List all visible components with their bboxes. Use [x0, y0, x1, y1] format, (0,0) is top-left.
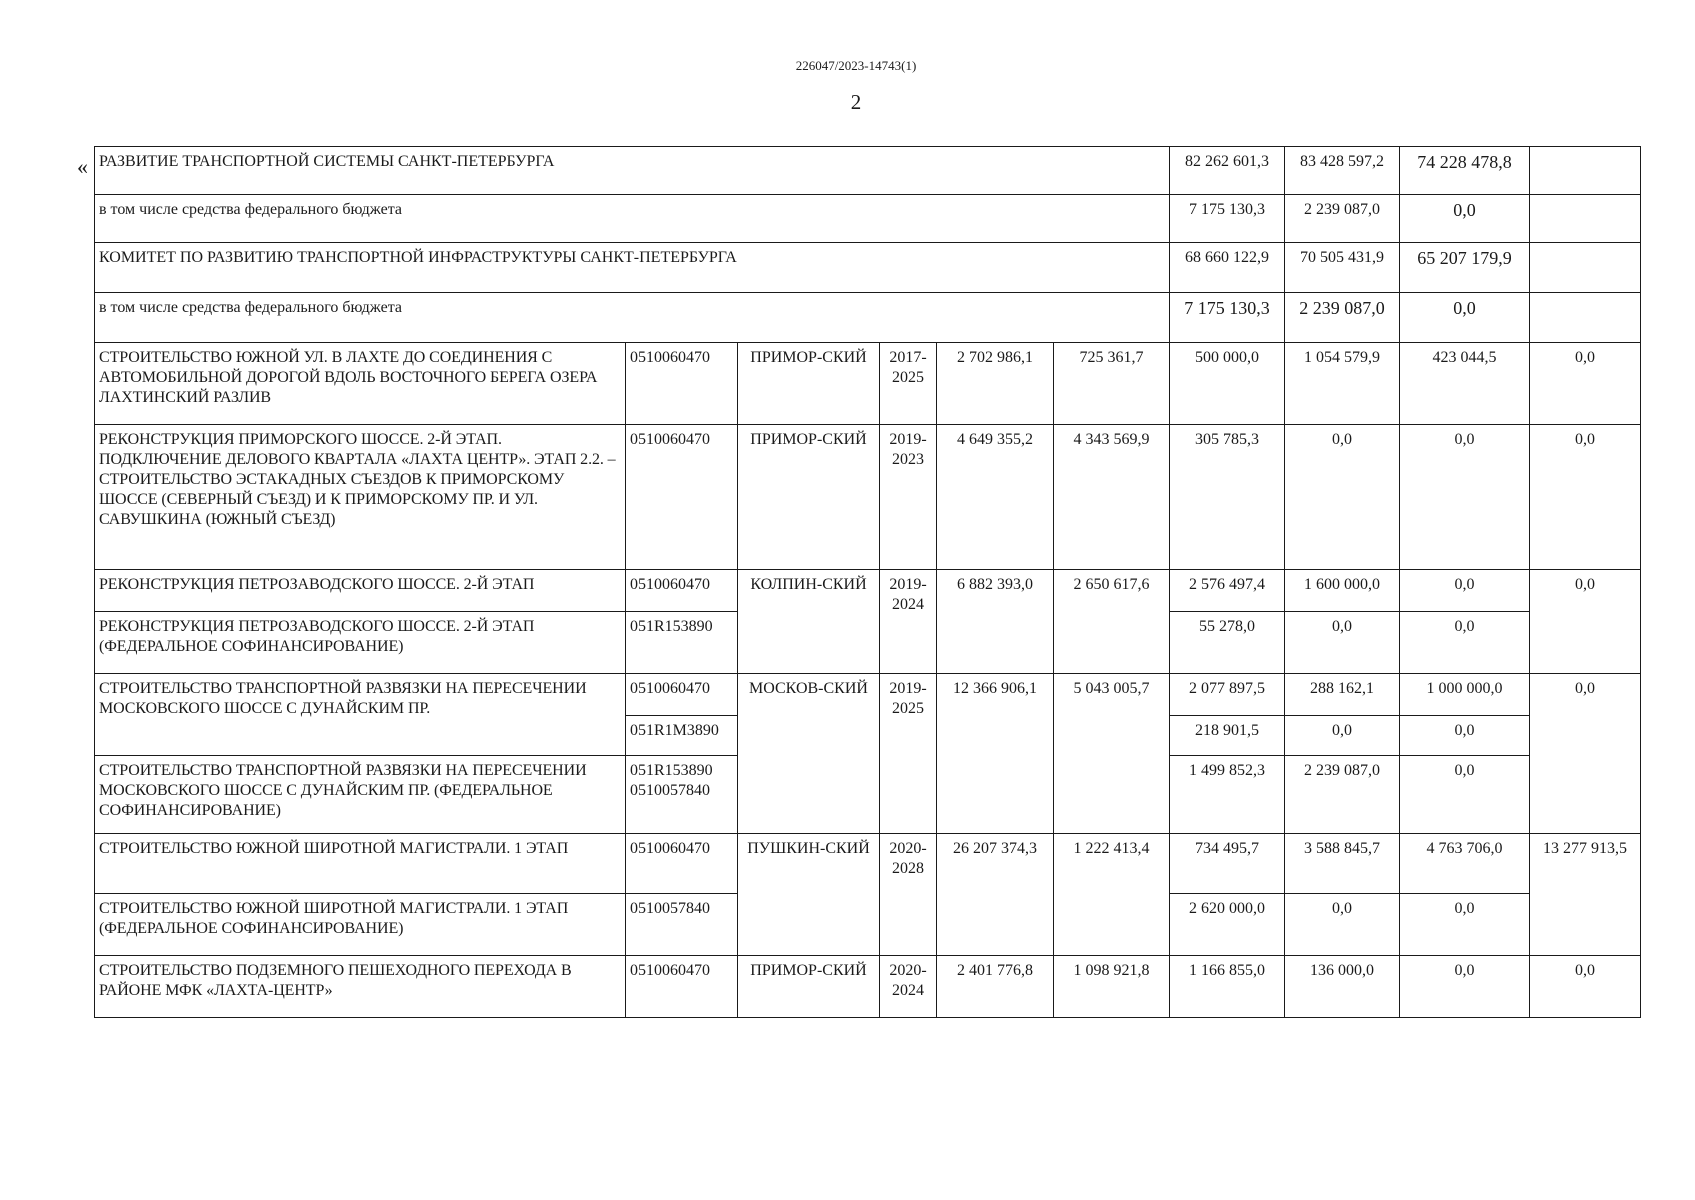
summary-value: 65 207 179,9: [1400, 243, 1530, 293]
district: КОЛПИН-СКИЙ: [738, 570, 880, 674]
summary-value: [1530, 243, 1641, 293]
year-value: 1 499 852,3: [1170, 756, 1285, 834]
year-value: 0,0: [1400, 716, 1530, 756]
year-value: 500 000,0: [1170, 343, 1285, 425]
project-name: РЕКОНСТРУКЦИЯ ПЕТРОЗАВОДСКОГО ШОССЕ. 2-Й ЭТАП: [95, 570, 626, 612]
year-value: 218 901,5: [1170, 716, 1285, 756]
year-value: 1 166 855,0: [1170, 956, 1285, 1018]
total-cost: 4 649 355,2: [937, 425, 1054, 570]
summary-value: 7 175 130,3: [1170, 293, 1285, 343]
project-row: [95, 956, 1641, 1018]
spent-amount: 1 098 921,8: [1054, 956, 1170, 1018]
year-value: 288 162,1: [1285, 674, 1400, 716]
summary-value: 2 239 087,0: [1285, 195, 1400, 243]
budget-code: 0510060470: [626, 570, 738, 612]
year-value: 0,0: [1285, 716, 1400, 756]
year-value: 423 044,5: [1400, 343, 1530, 425]
year-value: 55 278,0: [1170, 612, 1285, 674]
year-value: 1 054 579,9: [1285, 343, 1400, 425]
project-row: [95, 425, 1641, 570]
year-value: 734 495,7: [1170, 834, 1285, 894]
project-name: СТРОИТЕЛЬСТВО ЮЖНОЙ ШИРОТНОЙ МАГИСТРАЛИ. 1 ЭТАП: [95, 834, 626, 894]
budget-code: 0510060470: [626, 834, 738, 894]
year-value: 0,0: [1400, 612, 1530, 674]
summary-row: [95, 195, 1641, 243]
summary-label: в том числе средства федерального бюджета: [95, 293, 1170, 343]
summary-value: 74 228 478,8: [1400, 147, 1530, 195]
budget-code-line: 0510057840: [630, 782, 710, 799]
project-name: РЕКОНСТРУКЦИЯ ПЕТРОЗАВОДСКОГО ШОССЕ. 2-Й ЭТАП (ФЕДЕРАЛЬНОЕ СОФИНАНСИРОВАНИЕ): [95, 612, 626, 674]
spent-amount: 1 222 413,4: [1054, 834, 1170, 956]
year-value: 2 077 897,5: [1170, 674, 1285, 716]
summary-value: 70 505 431,9: [1285, 243, 1400, 293]
project-name: СТРОИТЕЛЬСТВО ЮЖНОЙ ШИРОТНОЙ МАГИСТРАЛИ. 1 ЭТАП (ФЕДЕРАЛЬНОЕ СОФИНАНСИРОВАНИЕ): [95, 894, 626, 956]
years: 2020-2028: [880, 834, 937, 956]
years: 2019-2023: [880, 425, 937, 570]
page-number: 2: [850, 90, 862, 114]
budget-code: [626, 756, 738, 834]
project-row: [95, 834, 1641, 894]
district: МОСКОВ-СКИЙ: [738, 674, 880, 834]
year-value: 0,0: [1530, 425, 1641, 570]
project-name: СТРОИТЕЛЬСТВО ЮЖНОЙ УЛ. В ЛАХТЕ ДО СОЕДИНЕНИЯ С АВТОМОБИЛЬНОЙ ДОРОГОЙ ВДОЛЬ ВОСТОЧНОГО БЕРЕГА ОЗЕРА ЛАХТИНСКИЙ РАЗЛИВ: [95, 343, 626, 425]
project-name: СТРОИТЕЛЬСТВО ТРАНСПОРТНОЙ РАЗВЯЗКИ НА ПЕРЕСЕЧЕНИИ МОСКОВСКОГО ШОССЕ С ДУНАЙСКИМ ПР. (ФЕДЕРАЛЬНОЕ СОФИНАНСИРОВАНИЕ): [95, 756, 626, 834]
budget-code: 0510060470: [626, 956, 738, 1018]
year-value: 0,0: [1400, 756, 1530, 834]
year-value: 0,0: [1530, 570, 1641, 674]
spent-amount: 4 343 569,9: [1054, 425, 1170, 570]
year-value: 13 277 913,5: [1530, 834, 1641, 956]
total-cost: 2 401 776,8: [937, 956, 1054, 1018]
summary-value: 2 239 087,0: [1285, 293, 1400, 343]
project-name: СТРОИТЕЛЬСТВО ТРАНСПОРТНОЙ РАЗВЯЗКИ НА ПЕРЕСЕЧЕНИИ МОСКОВСКОГО ШОССЕ С ДУНАЙСКИМ ПР.: [95, 674, 626, 756]
total-cost: 2 702 986,1: [937, 343, 1054, 425]
summary-value: [1530, 293, 1641, 343]
budget-code: 0510060470: [626, 425, 738, 570]
year-value: 0,0: [1285, 425, 1400, 570]
year-value: 0,0: [1285, 894, 1400, 956]
summary-value: [1530, 195, 1641, 243]
total-cost: 6 882 393,0: [937, 570, 1054, 674]
project-row: [95, 674, 1641, 716]
budget-table: [94, 146, 1641, 1018]
year-value: 305 785,3: [1170, 425, 1285, 570]
summary-value: 7 175 130,3: [1170, 195, 1285, 243]
year-value: 2 576 497,4: [1170, 570, 1285, 612]
year-value: 0,0: [1400, 894, 1530, 956]
budget-code: 051R153890: [626, 612, 738, 674]
budget-code-line: 051R153890: [630, 762, 713, 779]
budget-code: 0510057840: [626, 894, 738, 956]
district: ПРИМОР-СКИЙ: [738, 425, 880, 570]
district: ПУШКИН-СКИЙ: [738, 834, 880, 956]
years: 2020-2024: [880, 956, 937, 1018]
spent-amount: 5 043 005,7: [1054, 674, 1170, 834]
summary-row: [95, 147, 1641, 195]
year-value: 2 239 087,0: [1285, 756, 1400, 834]
year-value: 0,0: [1530, 956, 1641, 1018]
year-value: 0,0: [1285, 612, 1400, 674]
budget-code: 0510060470: [626, 674, 738, 716]
summary-label: в том числе средства федерального бюджета: [95, 195, 1170, 243]
summary-label: КОМИТЕТ ПО РАЗВИТИЮ ТРАНСПОРТНОЙ ИНФРАСТРУКТУРЫ САНКТ-ПЕТЕРБУРГА: [95, 243, 1170, 293]
summary-value: [1530, 147, 1641, 195]
project-row: [95, 343, 1641, 425]
summary-row: [95, 293, 1641, 343]
year-value: 1 600 000,0: [1285, 570, 1400, 612]
spent-amount: 725 361,7: [1054, 343, 1170, 425]
year-value: 2 620 000,0: [1170, 894, 1285, 956]
budget-code: 0510060470: [626, 343, 738, 425]
summary-value: 83 428 597,2: [1285, 147, 1400, 195]
summary-value: 82 262 601,3: [1170, 147, 1285, 195]
district: ПРИМОР-СКИЙ: [738, 343, 880, 425]
document-id: 226047/2023-14743(1): [795, 58, 917, 73]
year-value: 136 000,0: [1285, 956, 1400, 1018]
project-name: РЕКОНСТРУКЦИЯ ПРИМОРСКОГО ШОССЕ. 2-Й ЭТАП. ПОДКЛЮЧЕНИЕ ДЕЛОВОГО КВАРТАЛА «ЛАХТА ЦЕНТР». ЭТАП 2.2. – СТРОИТЕЛЬСТВО ЭСТАКАДНЫХ СЪЕЗДОВ К ПРИМОРСКОМУ ШОССЕ (СЕВЕРНЫЙ СЪЕЗД) И К ПРИМОРСКОМУ ПР. И УЛ. САВУШКИНА (ЮЖНЫЙ СЪЕЗД): [95, 425, 626, 570]
budget-code: 051R1M3890: [626, 716, 738, 756]
total-cost: 26 207 374,3: [937, 834, 1054, 956]
opening-quote: «: [77, 154, 88, 179]
summary-row: [95, 243, 1641, 293]
district: ПРИМОР-СКИЙ: [738, 956, 880, 1018]
years: 2019-2025: [880, 674, 937, 834]
summary-value: 0,0: [1400, 293, 1530, 343]
year-value: 0,0: [1400, 425, 1530, 570]
year-value: 0,0: [1530, 343, 1641, 425]
year-value: 1 000 000,0: [1400, 674, 1530, 716]
years: 2019-2024: [880, 570, 937, 674]
total-cost: 12 366 906,1: [937, 674, 1054, 834]
years: 2017-2025: [880, 343, 937, 425]
summary-value: 0,0: [1400, 195, 1530, 243]
year-value: 0,0: [1530, 674, 1641, 834]
spent-amount: 2 650 617,6: [1054, 570, 1170, 674]
year-value: 3 588 845,7: [1285, 834, 1400, 894]
summary-value: 68 660 122,9: [1170, 243, 1285, 293]
project-row: [95, 570, 1641, 612]
project-name: СТРОИТЕЛЬСТВО ПОДЗЕМНОГО ПЕШЕХОДНОГО ПЕРЕХОДА В РАЙОНЕ МФК «ЛАХТА-ЦЕНТР»: [95, 956, 626, 1018]
year-value: 0,0: [1400, 570, 1530, 612]
summary-label: РАЗВИТИЕ ТРАНСПОРТНОЙ СИСТЕМЫ САНКТ-ПЕТЕРБУРГА: [95, 147, 1170, 195]
year-value: 0,0: [1400, 956, 1530, 1018]
year-value: 4 763 706,0: [1400, 834, 1530, 894]
